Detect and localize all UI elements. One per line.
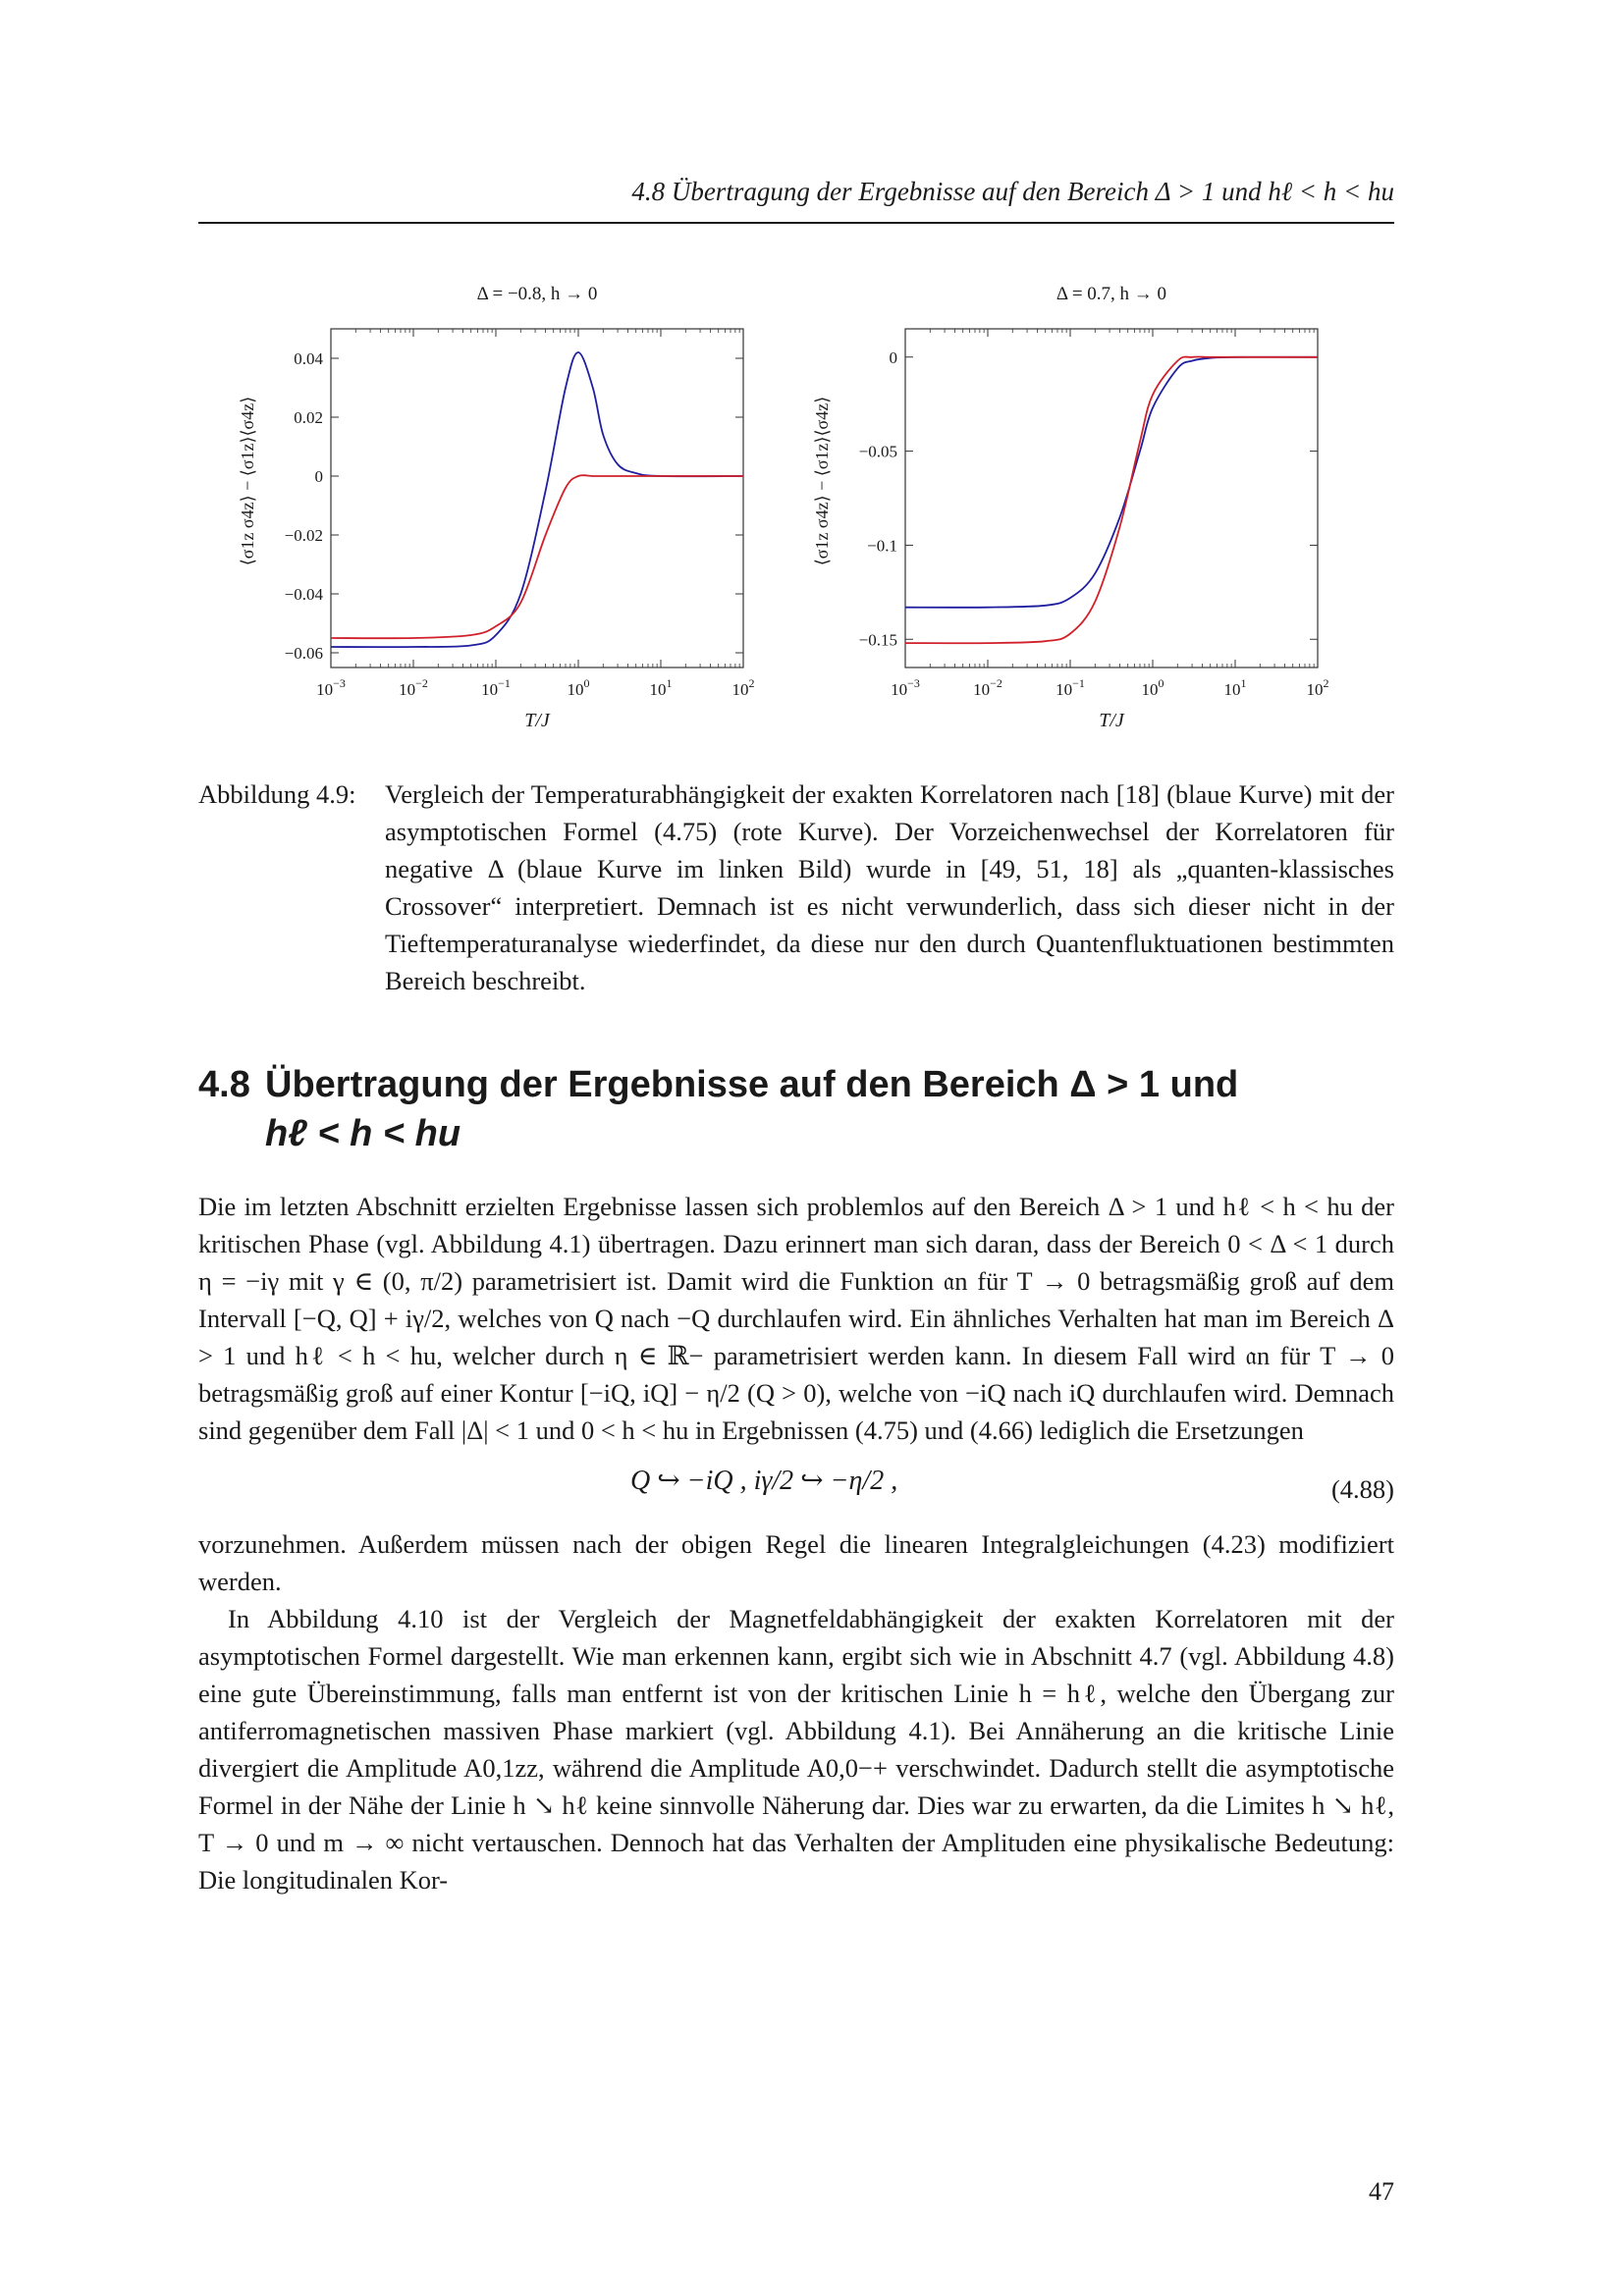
y-tick-label: 0 bbox=[889, 347, 897, 367]
equation-number: (4.88) bbox=[1330, 1474, 1394, 1504]
x-tick-label: $10^1$ bbox=[1223, 676, 1247, 699]
section-number: 4.8 bbox=[198, 1064, 250, 1105]
x-tick-label: $10^1$ bbox=[649, 676, 673, 699]
section-heading bbox=[198, 1060, 1394, 1158]
series-line-1 bbox=[905, 356, 1318, 643]
y-tick-label: 0 bbox=[314, 467, 323, 486]
section-title-line2: hℓ < h < hu bbox=[265, 1113, 461, 1154]
x-tick-label: $10^{-2}$ bbox=[399, 676, 428, 699]
y-tick-label: −0.15 bbox=[858, 630, 897, 650]
plot-right bbox=[800, 275, 1350, 736]
x-tick-label: $10^{-2}$ bbox=[973, 676, 1002, 699]
x-tick-label: $10^0$ bbox=[567, 676, 590, 699]
plot-right-xlabel: T/J bbox=[1099, 710, 1124, 731]
paragraph-3: In Abbildung 4.10 ist der Vergleich der Magnetfeldabhängigkeit der exakten Korrelatoren mit der asymptotischen Formel dargestellt. Wie man erkennen kann, ergibt sich wie in Abschnitt 4.7 (vgl. Abbildung 4.8) eine gute Übereinstimmung, falls man entfernt ist von der kritischen Linie h = hℓ, welche den Übergang zur antiferromagnetischen massiven Phase markiert (vgl. Abbildung 4.1). Bei Annäherung an die kritische Linie divergiert die Amplitude A0,1zz, während die Amplitude A0,0−+ verschwindet. Dadurch stellt die asymptotische Formel in der Nähe der Linie h ↘ hℓ keine sinnvolle Näherung dar. Dies war zu erwarten, da die Limites h ↘ hℓ, T → 0 und m → ∞ nicht vertauschen. Dennoch hat das Verhalten der Amplituden eine physikalische Bedeutung: Die longitudinalen Kor- bbox=[198, 1604, 1394, 1895]
x-tick-label: $10^{-3}$ bbox=[316, 676, 346, 699]
section-title-line1: Übertragung der Ergebnisse auf den Bereich Δ > 1 und bbox=[265, 1064, 1239, 1105]
y-tick-label: −0.04 bbox=[284, 585, 323, 604]
running-header: 4.8 Übertragung der Ergebnisse auf den Bereich Δ > 1 und hℓ < h < hu bbox=[631, 177, 1394, 206]
header-rule bbox=[198, 222, 1394, 224]
y-tick-label: −0.06 bbox=[284, 644, 323, 663]
plot-right-title: Δ = 0.7, h → 0 bbox=[1056, 284, 1167, 304]
equation-4-88 bbox=[198, 1449, 1394, 1525]
caption-text: Vergleich der Temperaturabhängigkeit der exakten Korrelatoren nach [18] (blaue Kurve) mit der asymptotischen Formel (4.75) (rote Kurve). Der Vorzeichenwechsel der Korrelatoren für negative Δ (blaue Kurve im linken Bild) wurde in [49, 51, 18] als „quanten-klassisches Crossover“ interpretiert. Demnach ist es nicht verwunderlich, dass sich dieser nicht in der Tieftemperaturanalyse wiederfindet, da diese nur den durch Quantenfluktuationen bestimmten Bereich beschreibt. bbox=[385, 779, 1394, 995]
plot-right-ylabel: ⟨σ1z σ4z⟩ − ⟨σ1z⟩⟨σ4z⟩ bbox=[812, 396, 832, 566]
y-tick-label: −0.02 bbox=[284, 526, 323, 545]
x-tick-label: $10^0$ bbox=[1141, 676, 1164, 699]
plot-frame bbox=[331, 329, 743, 667]
plot-left-ylabel: ⟨σ1z σ4z⟩ − ⟨σ1z⟩⟨σ4z⟩ bbox=[238, 396, 257, 566]
x-tick-label: $10^{-1}$ bbox=[1056, 676, 1085, 699]
body-text bbox=[198, 1188, 1394, 1898]
series-line-1 bbox=[331, 475, 743, 638]
x-tick-label: $10^2$ bbox=[731, 676, 755, 699]
y-tick-label: 0.02 bbox=[294, 408, 323, 427]
figure-caption bbox=[198, 775, 1394, 999]
y-tick-label: −0.1 bbox=[867, 536, 897, 556]
page-number: 47 bbox=[1369, 2177, 1394, 2206]
plot-frame bbox=[905, 329, 1318, 667]
plot-left-title: Δ = −0.8, h → 0 bbox=[476, 284, 598, 304]
y-tick-label: −0.05 bbox=[858, 442, 897, 461]
plot-left bbox=[226, 275, 776, 736]
paragraph-1: Die im letzten Abschnitt erzielten Ergebnisse lassen sich problemlos auf den Bereich Δ > 1 und hℓ < h < hu der kritischen Phase (vgl. Abbildung 4.1) übertragen. Dazu erinnert man sich daran, dass der Bereich 0 < Δ < 1 durch η = −iγ mit γ ∈ (0, π/2) parametrisiert ist. Damit wird die Funktion 𝔞n für T → 0 betragsmäßig groß auf dem Intervall [−Q, Q] + iγ/2, welches von Q nach −Q durchlaufen wird. Ein ähnliches Verhalten hat man im Bereich Δ > 1 und hℓ < h < hu, welcher durch η ∈ ℝ− parametrisiert werden kann. In diesem Fall wird 𝔞n für T → 0 betragsmäßig groß auf einer Kontur [−iQ, iQ] − η/2 (Q > 0), welche von −iQ nach iQ durchlaufen wird. Demnach sind gegenüber dem Fall |Δ| < 1 und 0 < h < hu in Ergebnissen (4.75) und (4.66) lediglich die Ersetzungen bbox=[198, 1192, 1394, 1445]
x-tick-label: $10^{-3}$ bbox=[891, 676, 920, 699]
series-line-0 bbox=[905, 357, 1318, 608]
series-line-0 bbox=[331, 352, 743, 647]
plot-left-xlabel: T/J bbox=[524, 710, 550, 731]
x-tick-label: $10^{-1}$ bbox=[481, 676, 511, 699]
y-tick-label: 0.04 bbox=[294, 349, 323, 368]
paragraph-2: vorzunehmen. Außerdem müssen nach der obigen Regel die linearen Integralgleichungen (4.23) modifiziert werden. bbox=[198, 1529, 1394, 1596]
caption-label: Abbildung 4.9: bbox=[198, 779, 356, 809]
equation-content: Q ↪ −iQ , iγ/2 ↪ −η/2 , bbox=[630, 1466, 898, 1496]
x-tick-label: $10^2$ bbox=[1306, 676, 1329, 699]
